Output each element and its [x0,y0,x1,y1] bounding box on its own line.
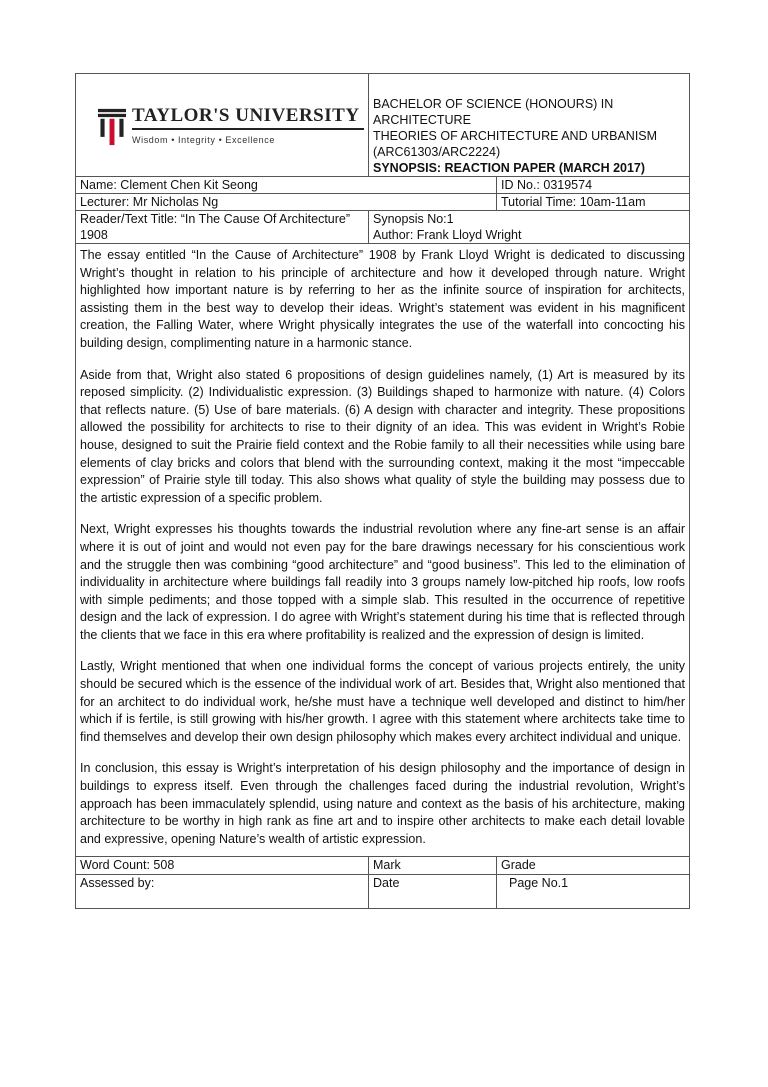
lecturer-name: Lecturer: Mr Nicholas Ng [76,194,497,211]
program-line: ARCHITECTURE [373,113,471,127]
reader-title-cell [76,211,369,244]
program-line: THEORIES OF ARCHITECTURE AND URBANISM [373,129,658,143]
author-name: Author: Frank Lloyd Wright [373,228,522,242]
page-number-text: Page No.1 [509,876,569,891]
assessed-by: Assessed by: [76,875,369,909]
essay-paragraph: Aside from that, Wright also stated 6 propositions of design guidelines namely, (1) Art is measured by its reposed simplicity. (2) Individualistic expression. (3) Buildings shaped to harmonize with nature. (4) Colors that reflects nature. (5) Use of bare materials. (6) A design with character and integrity. These propositions allowed the possibility for architects to rise to their dignity of an idea. This was evident in Wright’s Robie house, designed to suit the Prairie field context and the Robie family to all their necessities while using bare elements of clay bricks and colors that blend with the surrounding context, making it the most “impeccable expression” of Prairie style till today. This also shows what quality of style the building may possess due to the artistic expression of a specific problem. [80,367,685,505]
grade-field: Grade [497,857,690,875]
word-count: Word Count: 508 [76,857,369,875]
synopsis-title: SYNOPSIS: REACTION PAPER (MARCH 2017) [373,161,646,175]
program-line: BACHELOR OF SCIENCE (HONOURS) IN [373,97,614,111]
student-id: ID No.: 0319574 [497,177,690,194]
synopsis-number: Synopsis No:1 [373,212,454,226]
reader-year: 1908 [80,228,108,242]
synopsis-form [75,73,690,909]
essay-paragraph: Next, Wright expresses his thoughts towards the industrial revolution where any fine-art sense is an affair where it is out of joint and would not even pay for the bare drawings necessary for his conscientious work and the struggle then was combining “good architecture” and “good business”. This led to the elimination of individuality in architecture where buildings fall readily into 3 groups namely low-pitched hip roofs, low roofs with simple pediments; and those topped with a simple slab. This resulted in the occurrence of repetitive design and the lack of expression. I do agree with Wright’s statement during his time that is reflected through the clients that we face in this era where profitability is realized and the expression of design is limited. [80,522,685,642]
essay-body [76,244,690,857]
document-sheet [75,73,689,909]
mark-field: Mark [369,857,497,875]
university-logo [80,101,364,149]
university-motto: Wisdom • Integrity • Excellence [132,135,275,145]
reader-title: Reader/Text Title: “In The Cause Of Architecture” [80,212,351,226]
essay-paragraph: Lastly, Wright mentioned that when one individual forms the concept of various projects entirely, the unity should be secured which is the essence of the individual work of art. Besides that, Wright also mentioned that for an architect to do individual work, he/she must have a technique well developed and distinct to him/her which if is fertile, is still growing with his/her growth. I agree with this statement where architects take time to find themselves and develop their own design philosophy which makes every architect individual and unique. [80,659,685,744]
logo-divider [132,128,364,130]
program-line: (ARC61303/ARC2224) [373,145,501,159]
logo-text [132,106,364,148]
logo-cell [76,74,369,177]
page-number [497,875,690,909]
essay-paragraph: In conclusion, this essay is Wright’s interpretation of his design philosophy and the importance of design in buildings to express itself. Even through the challenges faced during the industrial revolution, Wright’s approach has been immaculately splendid, using nature and context as the basis of his architecture, making architecture to be worthy in high rank as fine art and to inspire other architects to make each detail lovable and expressive, opening Nature’s wealth of artistic expression. [80,761,685,846]
tutorial-time: Tutorial Time: 10am-11am [497,194,690,211]
essay-paragraph: The essay entitled “In the Cause of Architecture” 1908 by Frank Lloyd Wright is dedicated to discussing Wright’s thought in relation to his principle of architecture and how it developed through nature. Wright highlighted how important nature is by referring to her as the infinite source of inspiration for architects, assisting them in the best way to develop their ideas. Wright’s statement was evident in his magnificent creation, the Falling Water, where Wright physically integrates the use of the waterfall into concocting his building design, complimenting nature in a harmonic stance. [80,248,685,350]
program-details [369,74,690,177]
taylors-emblem-icon [98,105,126,149]
student-name: Name: Clement Chen Kit Seong [76,177,497,194]
synopsis-author-cell [369,211,690,244]
date-field: Date [369,875,497,909]
university-name: TAYLOR'S UNIVERSITY [132,105,360,126]
